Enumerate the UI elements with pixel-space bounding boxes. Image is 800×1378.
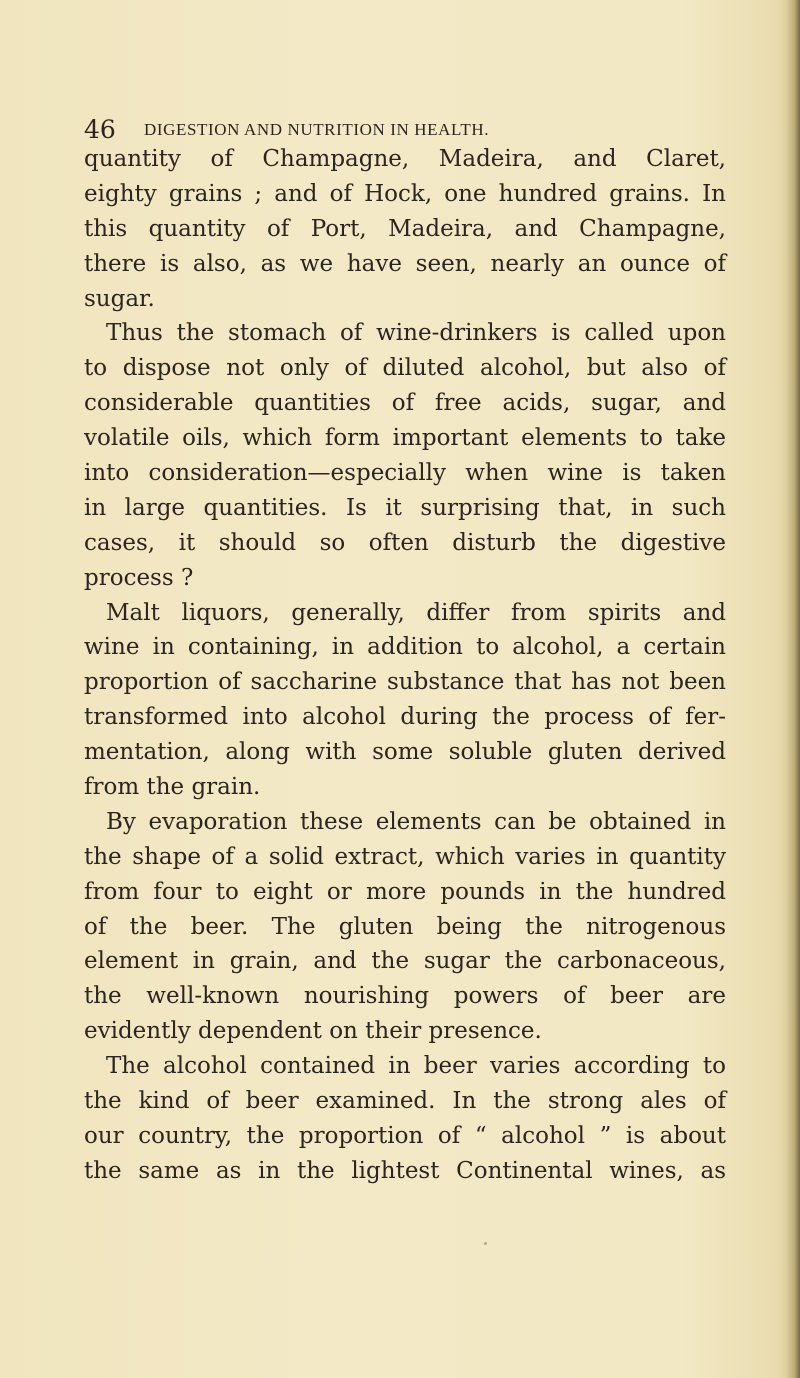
text-line: volatile oils, which form important elements to take: [84, 425, 726, 452]
text-line: from four to eight or more pounds in the hundred: [84, 878, 726, 905]
text-line: evidently dependent on their presence.: [84, 1018, 542, 1045]
text-line: proportion of saccharine substance that has not been: [84, 669, 726, 696]
text-line: there is also, as we have seen, nearly an ounce of: [84, 250, 726, 277]
text-line: the shape of a solid extract, which varies in quantity: [84, 843, 726, 870]
text-line: sugar.: [84, 285, 155, 312]
text-line: of the beer. The gluten being the nitrogenous: [84, 913, 726, 940]
text-line: to dispose not only of diluted alcohol, but also of: [84, 355, 726, 382]
text-line: considerable quantities of free acids, sugar, and: [84, 390, 726, 417]
text-line: The alcohol contained in beer varies according to: [106, 1053, 726, 1080]
text-line: wine in containing, in addition to alcohol, a certain: [84, 634, 726, 661]
text-line: Malt liquors, generally, differ from spirits and: [106, 599, 726, 626]
text-line: By evaporation these elements can be obtained in: [106, 808, 726, 835]
text-line: from the grain.: [84, 774, 261, 801]
page-number: 46: [84, 115, 116, 144]
text-line: transformed into alcohol during the process of fer-: [84, 704, 726, 731]
body-text: [84, 142, 726, 1189]
text-line: eighty grains ; and of Hock, one hundred grains. In: [84, 180, 726, 207]
running-head: DIGESTION AND NUTRITION IN HEALTH.: [144, 120, 490, 139]
text-line: process ?: [84, 564, 194, 591]
text-line: element in grain, and the sugar the carbonaceous,: [84, 948, 726, 975]
text-line: Thus the stomach of wine-drinkers is called upon: [106, 320, 726, 347]
text-line: our country, the proportion of “ alcohol ” is about: [84, 1122, 726, 1149]
text-line: the same as in the lightest Continental wines, as: [84, 1157, 726, 1184]
text-line: into consideration—especially when wine is taken: [84, 460, 726, 487]
text-line: the well-known nourishing powers of beer are: [84, 983, 726, 1010]
text-line: quantity of Champagne, Madeira, and Claret,: [84, 146, 726, 172]
text-line: this quantity of Port, Madeira, and Champagne,: [84, 215, 726, 242]
text-line: the kind of beer examined. In the strong ales of: [84, 1088, 726, 1115]
paper-speck: [484, 1242, 487, 1245]
page-edge-shadow: [786, 0, 800, 1378]
text-line: mentation, along with some soluble gluten derived: [84, 739, 726, 766]
text-line: cases, it should so often disturb the digestive: [84, 529, 726, 556]
text-line: in large quantities. Is it surprising that, in such: [84, 494, 726, 521]
